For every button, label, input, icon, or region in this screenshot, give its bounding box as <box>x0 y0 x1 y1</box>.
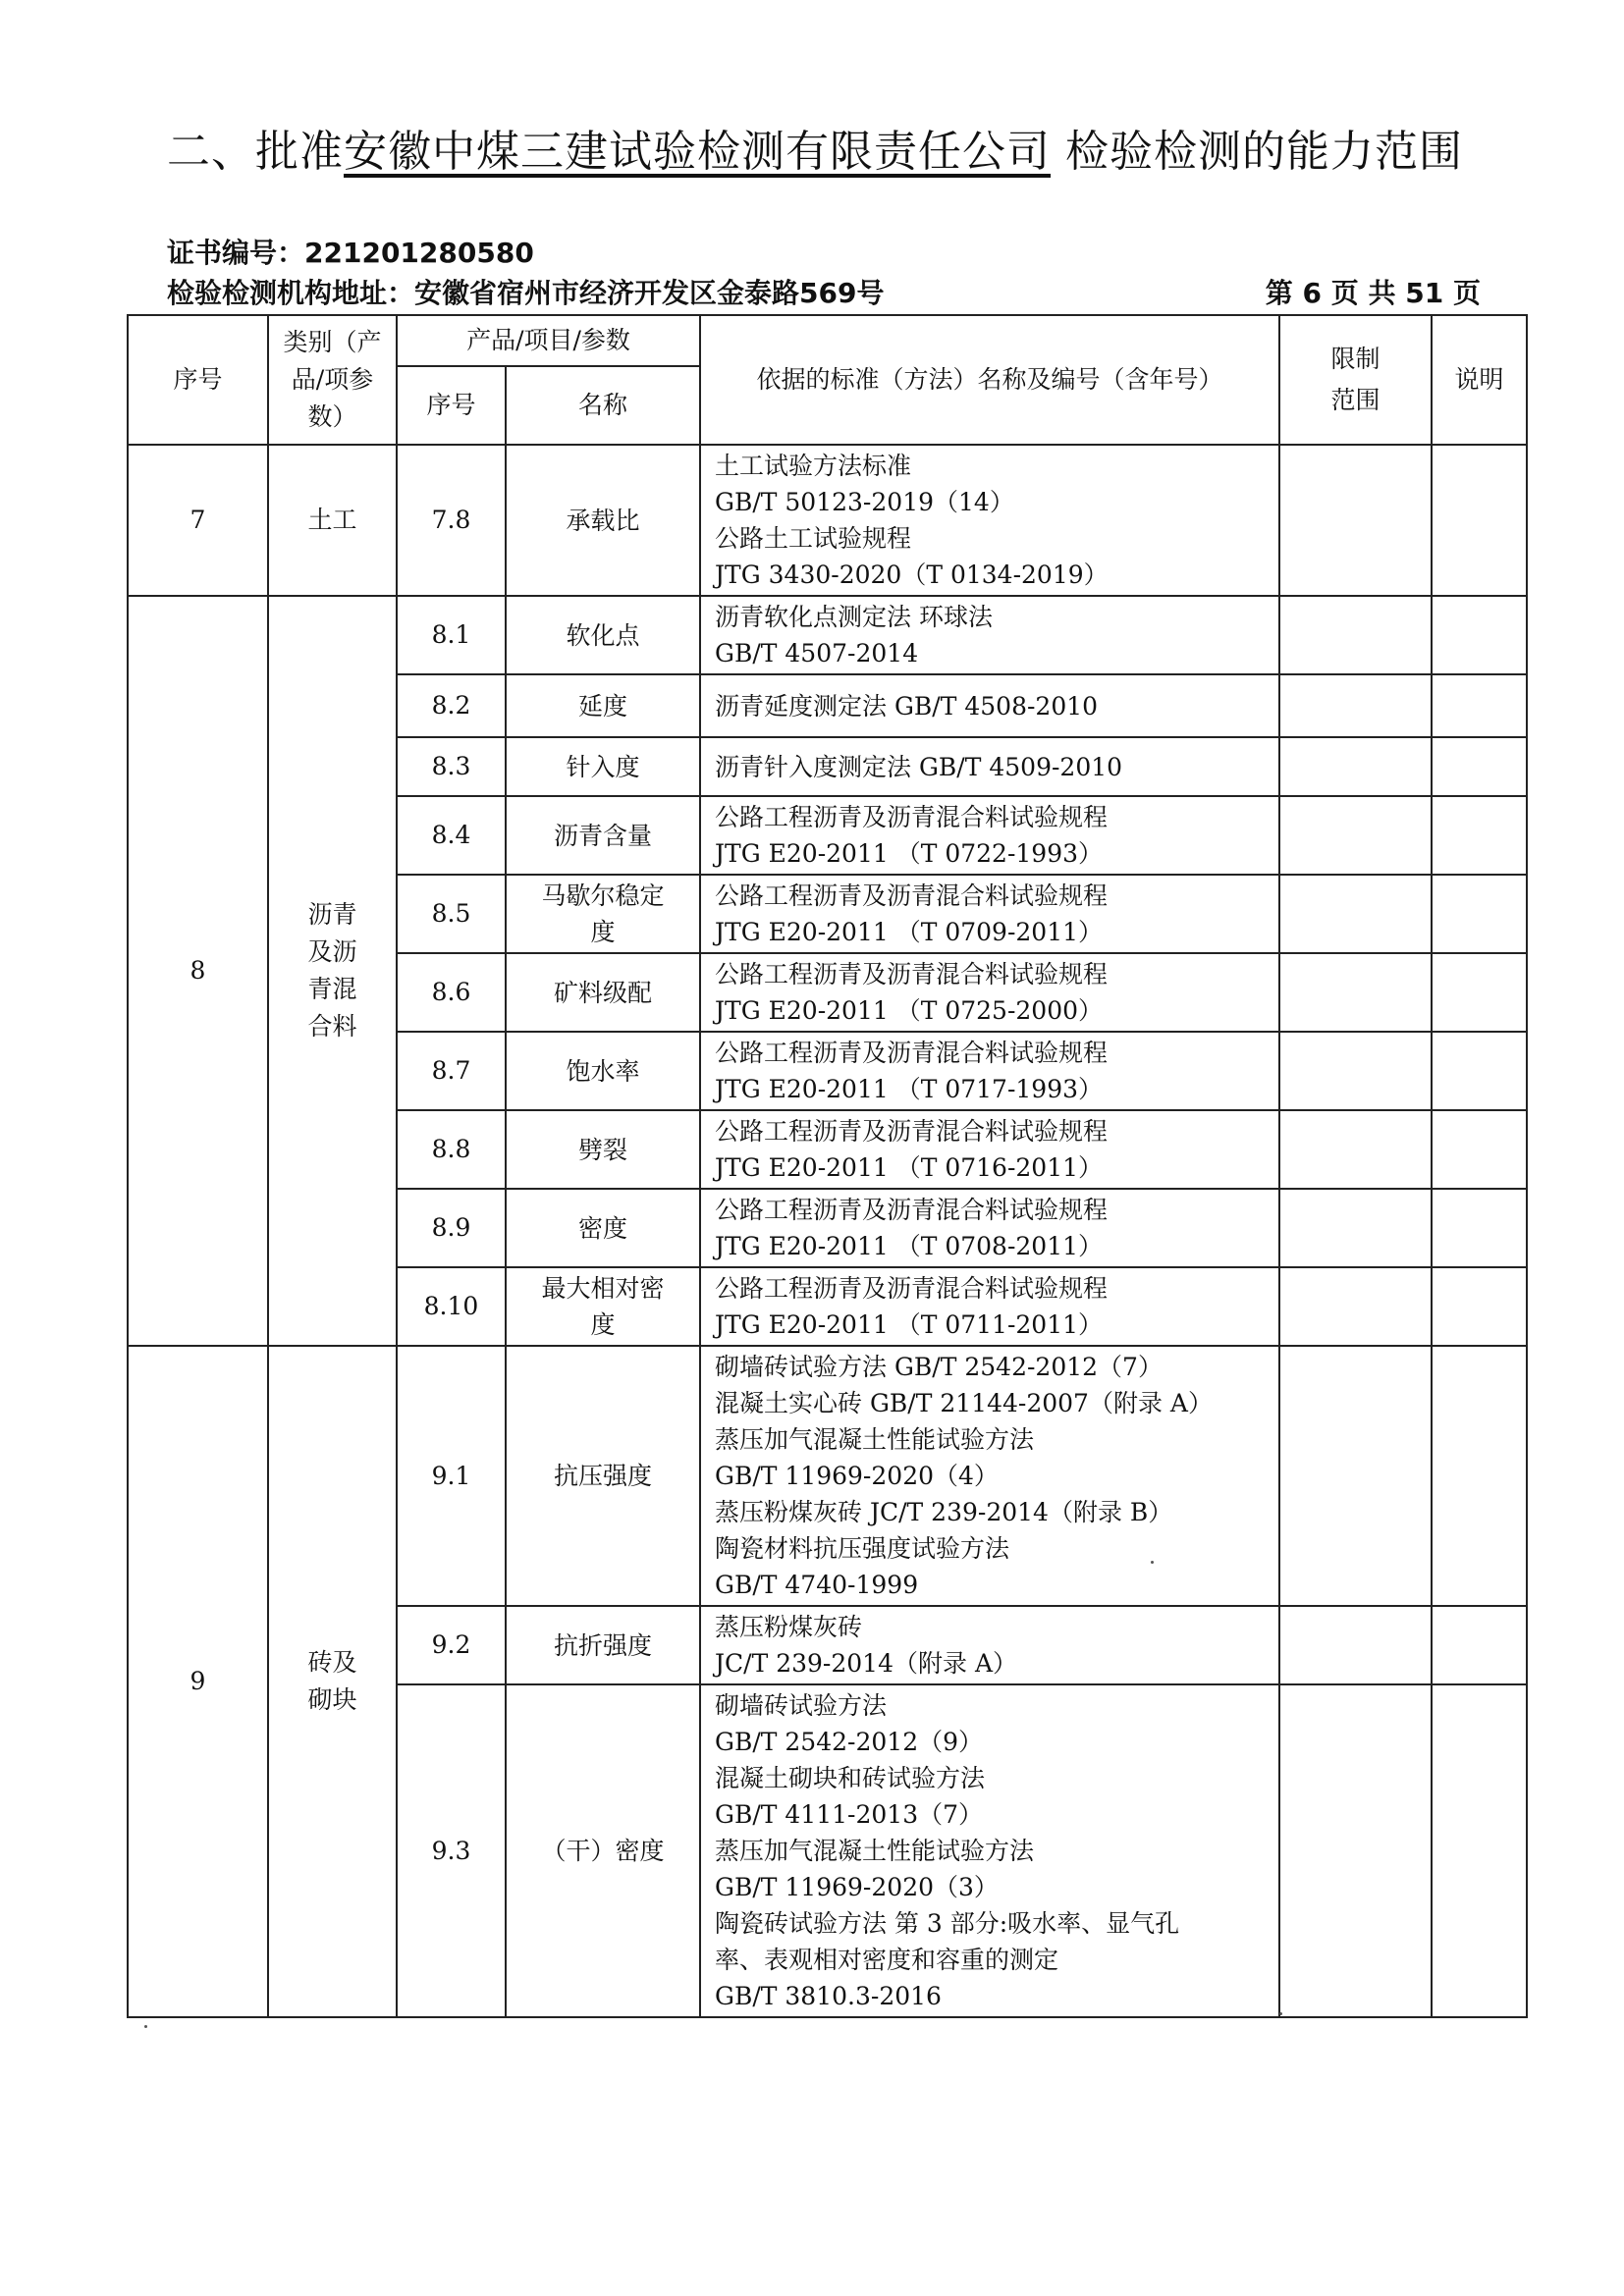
note-cell <box>1432 1110 1527 1189</box>
item-name: 软化点 <box>506 596 700 674</box>
scan-speck <box>1279 2012 1282 2015</box>
limit-cell <box>1279 796 1432 875</box>
group-seq: 7 <box>128 445 268 596</box>
item-name: 抗折强度 <box>506 1606 700 1684</box>
limit-cell <box>1279 953 1432 1032</box>
item-number: 7.8 <box>397 445 506 596</box>
note-cell <box>1432 875 1527 953</box>
note-cell <box>1432 1346 1527 1606</box>
standard-line: 公路工程沥青及沥青混合料试验规程 <box>715 1196 1109 1224</box>
header-item-no: 序号 <box>397 366 506 445</box>
item-number: 8.6 <box>397 953 506 1032</box>
capability-table <box>127 314 1528 2018</box>
standard-cell <box>700 796 1279 875</box>
limit-cell <box>1279 596 1432 674</box>
address-value: 安徽省宿州市经济开发区金泰路569号 <box>414 277 885 309</box>
item-number: 8.4 <box>397 796 506 875</box>
header-limit: 限制范围 <box>1279 315 1432 445</box>
standard-cell <box>700 953 1279 1032</box>
standard-line: 土工试验方法标准 <box>715 452 912 480</box>
standard-line: GB/T 4111-2013（7） <box>715 1800 984 1829</box>
title-organization: 安徽中煤三建试验检测有限责任公司 <box>344 127 1051 177</box>
limit-cell <box>1279 1606 1432 1684</box>
item-name: 矿料级配 <box>506 953 700 1032</box>
limit-cell <box>1279 1110 1432 1189</box>
item-name: 沥青含量 <box>506 796 700 875</box>
standard-cell <box>700 596 1279 674</box>
standard-line: 沥青软化点测定法 环球法 <box>715 603 993 631</box>
item-number: 9.3 <box>397 1684 506 2017</box>
standard-line: 陶瓷材料抗压强度试验方法 <box>715 1534 1010 1563</box>
standard-line: JTG E20-2011 （T 0709-2011） <box>715 918 1104 946</box>
header-seq: 序号 <box>128 315 268 445</box>
item-number: 8.5 <box>397 875 506 953</box>
standard-cell <box>700 1684 1279 2017</box>
item-name: 密度 <box>506 1189 700 1267</box>
standard-line: JTG E20-2011 （T 0716-2011） <box>715 1153 1104 1182</box>
limit-cell <box>1279 875 1432 953</box>
standard-line: JTG 3430-2020（T 0134-2019） <box>715 561 1109 589</box>
limit-cell <box>1279 1684 1432 2017</box>
item-number: 9.1 <box>397 1346 506 1606</box>
table-row <box>128 1346 1527 1606</box>
standard-line: 沥青延度测定法 GB/T 4508-2010 <box>715 691 1099 721</box>
table-row <box>128 596 1527 674</box>
standard-cell <box>700 445 1279 596</box>
standard-line: JTG E20-2011 （T 0722-1993） <box>715 839 1104 868</box>
item-name: 针入度 <box>506 737 700 796</box>
header-product-group: 产品/项目/参数 <box>397 315 700 366</box>
item-number: 8.8 <box>397 1110 506 1189</box>
standard-cell <box>700 1189 1279 1267</box>
standard-line: GB/T 11969-2020（4） <box>715 1462 999 1490</box>
note-cell <box>1432 953 1527 1032</box>
standard-line: GB/T 50123-2019（14） <box>715 488 1014 516</box>
item-name: 最大相对密度 <box>506 1267 700 1346</box>
note-cell <box>1432 1267 1527 1346</box>
item-name: （干）密度 <box>506 1684 700 2017</box>
note-cell <box>1432 1189 1527 1267</box>
header-standard: 依据的标准（方法）名称及编号（含年号） <box>700 315 1279 445</box>
item-name: 饱水率 <box>506 1032 700 1110</box>
note-cell <box>1432 1606 1527 1684</box>
standard-cell <box>700 1346 1279 1606</box>
item-number: 9.2 <box>397 1606 506 1684</box>
note-cell <box>1432 1684 1527 2017</box>
cert-label: 证书编号： <box>167 237 305 269</box>
item-name: 马歇尔稳定度 <box>506 875 700 953</box>
standard-line: JTG E20-2011 （T 0717-1993） <box>715 1075 1104 1103</box>
item-name: 延度 <box>506 674 700 737</box>
standard-line: 蒸压加气混凝土性能试验方法 <box>715 1837 1035 1865</box>
limit-cell <box>1279 1189 1432 1267</box>
standard-line: 公路工程沥青及沥青混合料试验规程 <box>715 960 1109 988</box>
note-cell <box>1432 737 1527 796</box>
address-label: 检验检测机构地址： <box>167 277 415 309</box>
title-suffix: 检验检测的能力范围 <box>1065 127 1463 177</box>
item-name: 承载比 <box>506 445 700 596</box>
standard-line: GB/T 4740-1999 <box>715 1571 919 1599</box>
standard-line: 公路土工试验规程 <box>715 524 912 553</box>
table-body <box>128 445 1527 2017</box>
item-number: 8.9 <box>397 1189 506 1267</box>
standard-line: 率、表观相对密度和容重的测定 <box>715 1946 1059 1974</box>
item-name: 抗压强度 <box>506 1346 700 1606</box>
standard-line: 公路工程沥青及沥青混合料试验规程 <box>715 1117 1109 1146</box>
item-number: 8.2 <box>397 674 506 737</box>
standard-line: 公路工程沥青及沥青混合料试验规程 <box>715 803 1109 831</box>
standard-line: JC/T 239-2014（附录 A） <box>715 1649 1017 1678</box>
limit-cell <box>1279 674 1432 737</box>
page-indicator: 第 6 页 共 51 页 <box>1265 277 1481 309</box>
table-row <box>128 445 1527 596</box>
standard-line: 沥青针入度测定法 GB/T 4509-2010 <box>715 752 1123 781</box>
item-number: 8.3 <box>397 737 506 796</box>
standard-line: 公路工程沥青及沥青混合料试验规程 <box>715 881 1109 910</box>
standard-line: 公路工程沥青及沥青混合料试验规程 <box>715 1274 1109 1303</box>
scan-speck <box>1151 1561 1154 1564</box>
standard-line: GB/T 2542-2012（9） <box>715 1728 984 1756</box>
item-number: 8.10 <box>397 1267 506 1346</box>
header-item-name: 名称 <box>506 366 700 445</box>
group-category: 砖及砌块 <box>268 1346 397 2017</box>
standard-cell <box>700 875 1279 953</box>
group-category: 土工 <box>268 445 397 596</box>
standard-line: GB/T 3810.3-2016 <box>715 1982 942 2010</box>
standard-cell <box>700 1110 1279 1189</box>
cert-value: 221201280580 <box>304 237 534 269</box>
group-seq: 9 <box>128 1346 268 2017</box>
scan-speck <box>144 2025 147 2028</box>
standard-line: 砌墙砖试验方法 <box>715 1691 888 1720</box>
note-cell <box>1432 674 1527 737</box>
standard-line: 公路工程沥青及沥青混合料试验规程 <box>715 1039 1109 1067</box>
item-name: 劈裂 <box>506 1110 700 1189</box>
standard-line: 蒸压加气混凝土性能试验方法 <box>715 1425 1035 1454</box>
limit-cell <box>1279 1032 1432 1110</box>
note-cell <box>1432 796 1527 875</box>
limit-cell <box>1279 1267 1432 1346</box>
group-seq: 8 <box>128 596 268 1346</box>
limit-cell <box>1279 1346 1432 1606</box>
standard-cell <box>700 674 1279 737</box>
standard-line: GB/T 4507-2014 <box>715 639 919 667</box>
item-number: 8.1 <box>397 596 506 674</box>
note-cell <box>1432 596 1527 674</box>
standard-cell <box>700 1606 1279 1684</box>
title-prefix: 二、批准 <box>167 127 344 177</box>
header-category: 类别（产品/项参数） <box>268 315 397 445</box>
limit-cell <box>1279 445 1432 596</box>
standard-cell <box>700 1267 1279 1346</box>
standard-line: JTG E20-2011 （T 0708-2011） <box>715 1232 1104 1260</box>
standard-line: 混凝土砌块和砖试验方法 <box>715 1764 986 1792</box>
institution-address <box>167 272 884 311</box>
standard-line: JTG E20-2011 （T 0711-2011） <box>715 1310 1104 1339</box>
standard-line: GB/T 11969-2020（3） <box>715 1873 999 1901</box>
standard-line: 蒸压粉煤灰砖 JC/T 239-2014（附录 B） <box>715 1498 1173 1526</box>
standard-line: 陶瓷砖试验方法 第 3 部分:吸水率、显气孔 <box>715 1909 1180 1938</box>
standard-line: JTG E20-2011 （T 0725-2000） <box>715 996 1104 1025</box>
standard-cell <box>700 1032 1279 1110</box>
standard-line: 砌墙砖试验方法 GB/T 2542-2012（7） <box>715 1353 1163 1381</box>
note-cell <box>1432 445 1527 596</box>
note-cell <box>1432 1032 1527 1110</box>
group-category: 沥青及沥青混合料 <box>268 596 397 1346</box>
page-title <box>167 116 1542 179</box>
item-number: 8.7 <box>397 1032 506 1110</box>
standard-line: 混凝土实心砖 GB/T 21144-2007（附录 A） <box>715 1389 1213 1417</box>
certificate-number <box>167 232 534 271</box>
standard-cell <box>700 737 1279 796</box>
limit-cell <box>1279 737 1432 796</box>
standard-line: 蒸压粉煤灰砖 <box>715 1613 863 1641</box>
header-note: 说明 <box>1432 315 1527 445</box>
